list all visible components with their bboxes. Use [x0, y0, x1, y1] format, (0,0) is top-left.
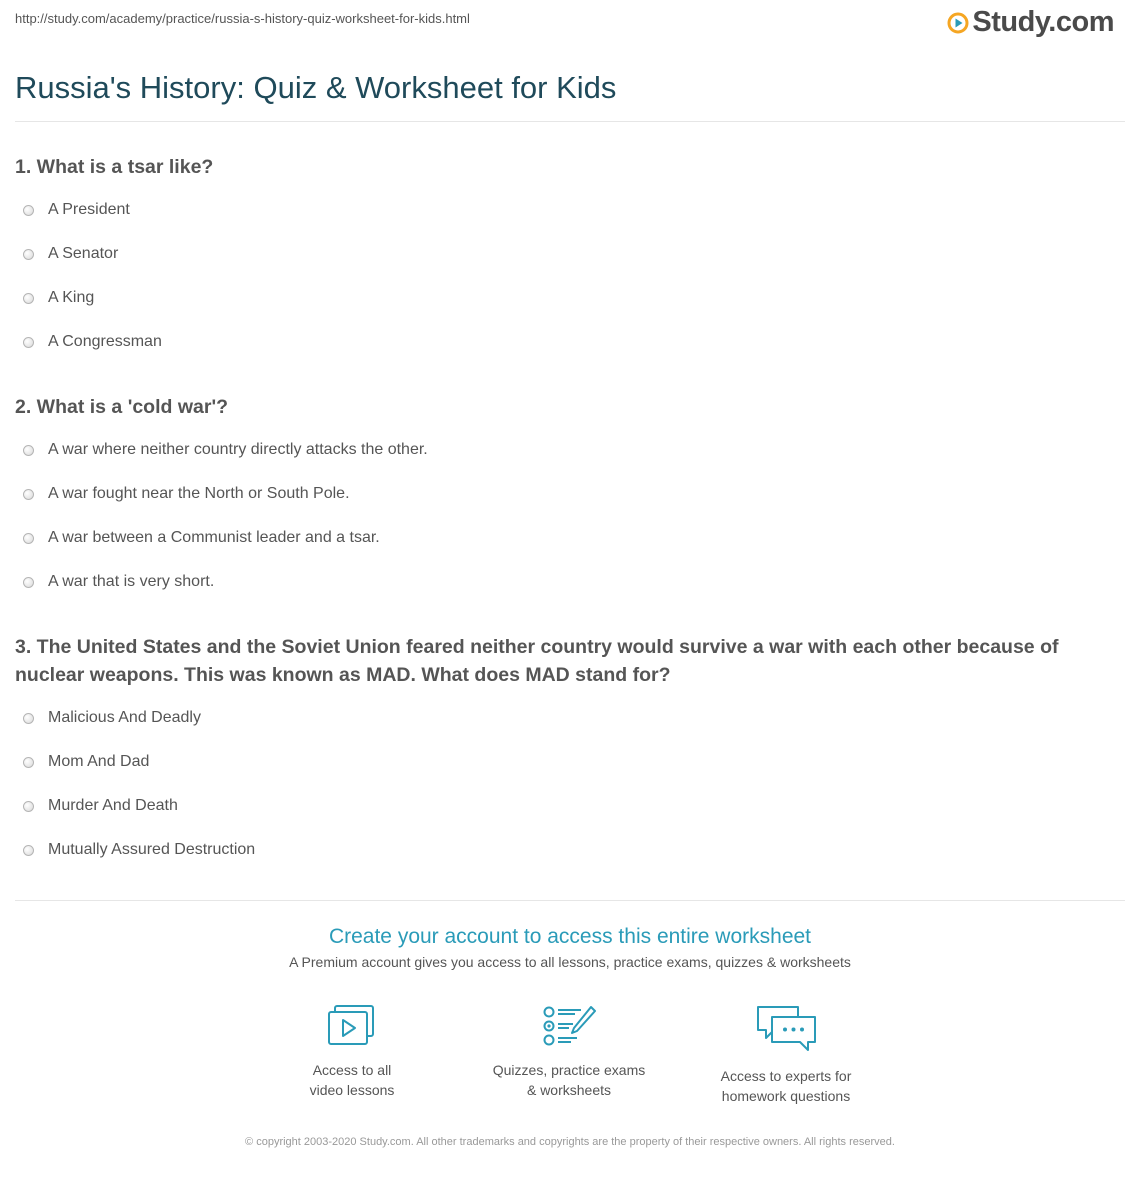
- feature-label-line: Access to experts for: [720, 1068, 852, 1084]
- radio-button[interactable]: [23, 249, 34, 260]
- radio-button[interactable]: [23, 713, 34, 724]
- question-2-option-4[interactable]: [23, 571, 214, 593]
- option-label: A war fought near the North or South Pole.: [48, 485, 350, 502]
- option-label: A war that is very short.: [48, 573, 215, 590]
- question-2-option-2[interactable]: [23, 483, 350, 505]
- option-label: A war between a Communist leader and a tsar.: [48, 529, 380, 546]
- question-3-option-3[interactable]: [23, 795, 178, 817]
- divider: [15, 900, 1125, 901]
- option-label: A Senator: [48, 245, 119, 262]
- question-1-option-2[interactable]: [23, 243, 118, 265]
- copyright-notice: © copyright 2003-2020 Study.com. All other trademarks and copyrights are the property of their respective owners. All rights reserved.: [245, 1136, 895, 1148]
- divider: [15, 121, 1125, 122]
- question-2-option-3[interactable]: [23, 527, 380, 549]
- option-label: A King: [48, 289, 95, 306]
- question-2-text: 2. What is a 'cold war'?: [15, 396, 228, 418]
- radio-button[interactable]: [23, 205, 34, 216]
- question-1-option-4[interactable]: [23, 331, 162, 353]
- radio-button[interactable]: [23, 577, 34, 588]
- option-label: A war where neither country directly attacks the other.: [48, 441, 428, 458]
- cta-subtitle: A Premium account gives you access to all lessons, practice exams, quizzes & worksheets: [289, 954, 851, 970]
- feature-label-line: Access to all: [312, 1062, 392, 1078]
- logo-text: Study.com: [972, 6, 1114, 38]
- radio-button[interactable]: [23, 845, 34, 856]
- radio-button[interactable]: [23, 337, 34, 348]
- radio-button[interactable]: [23, 533, 34, 544]
- radio-button[interactable]: [23, 293, 34, 304]
- question-3-option-2[interactable]: [23, 751, 149, 773]
- quiz-checklist-icon: [541, 1004, 597, 1048]
- feature-label-line: video lessons: [309, 1082, 395, 1098]
- option-label: Malicious And Deadly: [48, 709, 201, 726]
- radio-button[interactable]: [23, 445, 34, 456]
- feature-label-line: homework questions: [721, 1088, 851, 1104]
- question-3-option-1[interactable]: [23, 707, 201, 729]
- question-1-text: 1. What is a tsar like?: [15, 156, 214, 178]
- option-label: Mom And Dad: [48, 753, 150, 770]
- cta-title[interactable]: Create your account to access this entire worksheet: [328, 925, 812, 948]
- radio-button[interactable]: [23, 489, 34, 500]
- study-logo[interactable]: [947, 6, 1114, 39]
- question-1-option-3[interactable]: [23, 287, 94, 309]
- radio-button[interactable]: [23, 801, 34, 812]
- play-circle-icon: [947, 12, 969, 34]
- question-1-option-1[interactable]: [23, 199, 130, 221]
- feature-label-line: & worksheets: [526, 1082, 612, 1098]
- feature-experts: [686, 1004, 886, 1106]
- video-lessons-icon: [326, 1004, 378, 1048]
- option-label: A Congressman: [48, 333, 162, 350]
- radio-button[interactable]: [23, 757, 34, 768]
- page-url: http://study.com/academy/practice/russia-s-history-quiz-worksheet-for-kids.html: [15, 11, 470, 26]
- option-label: Murder And Death: [48, 797, 178, 814]
- option-label: Mutually Assured Destruction: [48, 841, 256, 858]
- page-title: Russia's History: Quiz & Worksheet for Kids: [15, 70, 617, 105]
- chat-bubbles-icon: [754, 1004, 818, 1054]
- feature-label-line: Quizzes, practice exams: [492, 1062, 646, 1078]
- feature-video-lessons: [252, 1004, 452, 1100]
- question-3-option-4[interactable]: [23, 839, 255, 861]
- question-2-option-1[interactable]: [23, 439, 428, 461]
- option-label: A President: [48, 201, 130, 218]
- question-3-text: 3. The United States and the Soviet Union feared neither country would survive a war with each other because of nuclear weapons. This was known as MAD. What does MAD stand for?: [15, 636, 1059, 686]
- feature-quizzes: [469, 1004, 669, 1100]
